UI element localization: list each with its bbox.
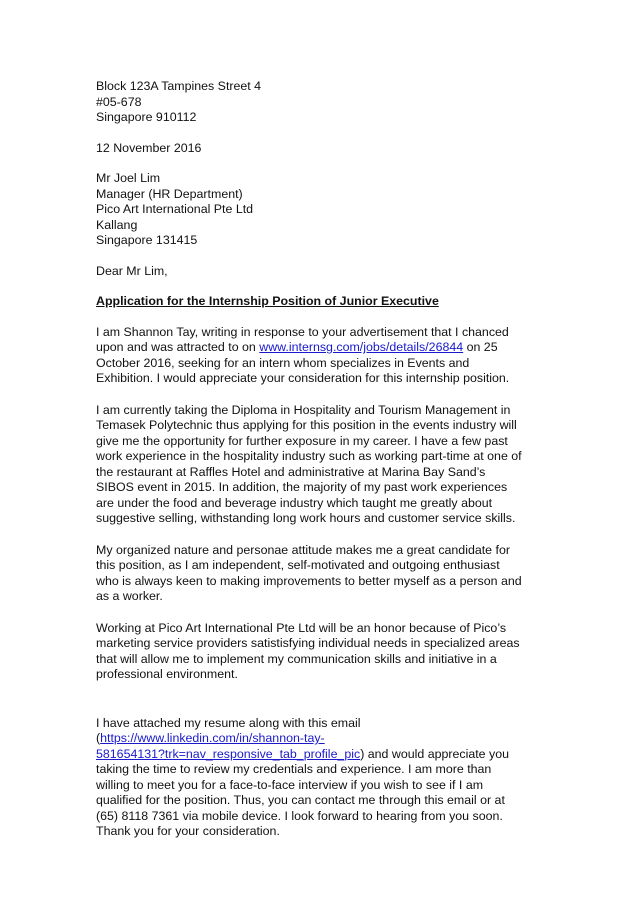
paragraph-line	[96, 747, 546, 763]
paragraph-line: Working at Pico Art International Pte Ltd will be an honor because of Pico’s	[96, 620, 507, 635]
paragraph-line	[96, 731, 546, 747]
recipient-postal: Singapore 131415	[96, 233, 198, 247]
paragraph-qualities	[96, 543, 546, 605]
sender-unit-line: #05-678	[96, 94, 142, 109]
paragraph-education	[96, 403, 546, 527]
paragraph-text: upon and was attracted to on	[96, 340, 260, 354]
paragraph-line: (65) 8118 7361 via mobile device. I look forward to hearing from you soon.	[96, 808, 503, 823]
paragraph-line: I am Shannon Tay, writing in response to your advertisement that I chanced	[96, 324, 509, 339]
paragraph-line: Exhibition. I would appreciate your consideration for this internship position.	[96, 371, 510, 385]
paragraph-line	[96, 340, 546, 356]
recipient-area: Kallang	[96, 217, 138, 232]
paragraph-line: this position, as I am independent, self-motivated and outgoing enthusiast	[96, 558, 500, 572]
recipient-address	[96, 171, 546, 249]
paragraph-line: give me the opportunity for further exposure in my career. I have a few past	[96, 433, 508, 448]
paragraph-line: professional environment.	[96, 667, 238, 681]
salutation: Dear Mr Lim,	[96, 263, 168, 278]
paragraph-line: SIBOS event in 2015. In addition, the majority of my past work experiences	[96, 480, 508, 494]
paragraph-line: willing to meet you for a face-to-face interview if you wish to see if I am	[96, 777, 484, 792]
paragraph-line: qualified for the position. Thus, you can contact me through this email or at	[96, 793, 505, 807]
sender-address-line: Block 123A Tampines Street 4	[96, 79, 262, 93]
recipient-title: Manager (HR Department)	[96, 186, 243, 201]
paragraph-line: suggestive selling, withstanding long work hours and customer service skills.	[96, 511, 516, 525]
paragraph-line: work experience in the hospitality industry such as working part-time at one of	[96, 449, 522, 463]
job-posting-link[interactable]: www.internsg.com/jobs/details/26844	[259, 340, 464, 354]
paragraph-line: October 2016, seeking for an intern whom specializes in Events and	[96, 355, 470, 370]
paragraph-line: marketing service providers satistisfying individual needs in specialized areas	[96, 636, 520, 650]
paragraph-line: taking the time to review my credentials and experience. I am more than	[96, 762, 492, 776]
paragraph-line: Temasek Polytechnic thus applying for this position in the events industry will	[96, 418, 517, 432]
paragraph-line: who is always keen to making improvements to better myself as a person and	[96, 573, 522, 588]
paragraph-text: on 25	[463, 340, 498, 354]
paragraph-text: ) and would appreciate you	[360, 746, 509, 761]
paragraph-line: are under the food and beverage industry which taught me greatly about	[96, 495, 493, 510]
paragraph-text: (	[96, 731, 101, 745]
recipient-company: Pico Art International Pte Ltd	[96, 202, 254, 216]
letter-date: 12 November 2016	[96, 140, 202, 155]
sender-address	[96, 79, 546, 126]
linkedin-link-continued[interactable]: 581654131?trk=nav_responsive_tab_profile_pic	[96, 746, 361, 761]
paragraph-line: that will allow me to implement my communication skills and initiative in a	[96, 651, 497, 666]
paragraph-line: My organized nature and personae attitude makes me a great candidate for	[96, 542, 510, 557]
paragraph-company	[96, 621, 546, 683]
sender-postal-line: Singapore 910112	[96, 110, 197, 124]
paragraph-closing	[96, 716, 546, 840]
linkedin-link[interactable]: https://www.linkedin.com/in/shannon-tay-	[100, 731, 325, 745]
paragraph-line: as a worker.	[96, 589, 163, 603]
paragraph-line: Thank you for your consideration.	[96, 824, 280, 838]
letter-body	[96, 79, 546, 840]
paragraph-line: I have attached my resume along with this email	[96, 715, 361, 730]
recipient-name: Mr Joel Lim	[96, 171, 161, 185]
paragraph-line: I am currently taking the Diploma in Hospitality and Tourism Management in	[96, 402, 511, 417]
subject-line: Application for the Internship Position of Junior Executive	[96, 294, 439, 308]
paragraph-line: the restaurant at Raffles Hotel and administrative at Marina Bay Sand’s	[96, 464, 486, 479]
paragraph-intro	[96, 325, 546, 387]
